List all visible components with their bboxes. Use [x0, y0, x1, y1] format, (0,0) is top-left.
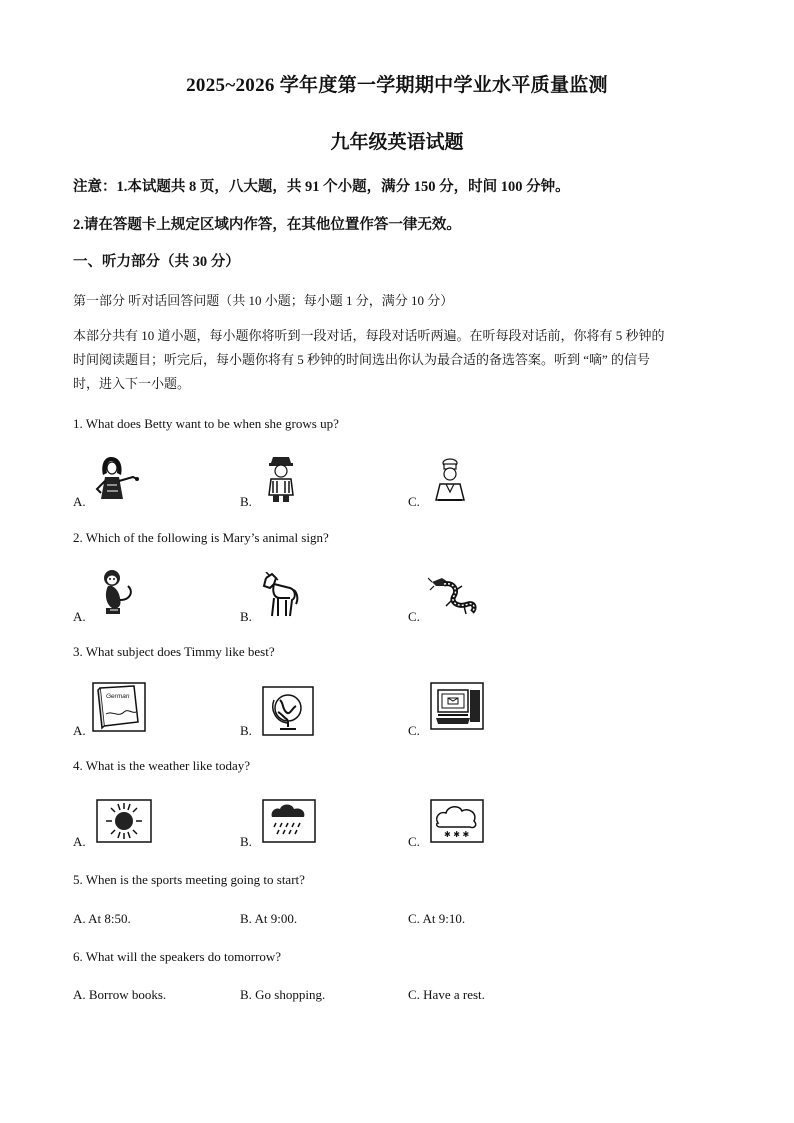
instructions-line-3: 时，进入下一小题。	[73, 376, 191, 391]
q4-option-a-label: A.	[73, 834, 86, 849]
globe-icon	[262, 686, 314, 736]
question-2-text: 2. Which of the following is Mary’s animal sign?	[73, 530, 329, 545]
instructions	[73, 324, 723, 396]
rainy-icon	[262, 799, 316, 843]
question-4-text: 4. What is the weather like today?	[73, 758, 251, 773]
q4-option-b-label: B.	[240, 834, 252, 849]
book-cover-title: German	[106, 693, 130, 700]
question-3-text: 3. What subject does Timmy like best?	[73, 644, 275, 659]
instructions-line-1: 本部分共有 10 道小题，每小题你将听到一段对话，每段对话听两遍。在听每段对话前，你将有 5 秒钟的	[73, 328, 665, 343]
sunny-icon	[96, 799, 152, 843]
q1-option-c-label: C.	[408, 494, 420, 509]
horse-icon	[260, 572, 300, 618]
german-book-icon	[92, 682, 146, 732]
q1-option-b-label: B.	[240, 494, 252, 509]
question-6-text: 6. What will the speakers do tomorrow?	[73, 949, 282, 964]
notice-line-1: 注意：1.本试题共 8 页，八大题，共 91 个小题，满分 150 分，时间 100 分钟。	[73, 179, 570, 195]
policeman-icon	[263, 455, 299, 503]
cook-icon	[432, 458, 468, 504]
exam-subtitle: 九年级英语试题	[330, 132, 464, 153]
dragon-icon	[428, 572, 480, 618]
q5-option-b: B. At 9:00.	[240, 911, 298, 926]
q4-option-c-label: C.	[408, 834, 420, 849]
q2-option-c-label: C.	[408, 609, 420, 624]
q3-option-a-label: A.	[73, 723, 86, 738]
q3-option-c-label: C.	[408, 723, 420, 738]
q6-option-a: A. Borrow books.	[73, 987, 167, 1002]
notice-line-2: 2.请在答题卡上规定区域内作答，在其他位置作答一律无效。	[73, 217, 461, 233]
q6-option-b: B. Go shopping.	[240, 987, 326, 1002]
q5-option-a: A. At 8:50.	[73, 911, 131, 926]
singer-woman-icon	[93, 453, 145, 503]
section-title: 一、听力部分（共 30 分）	[73, 254, 240, 270]
q5-option-c: C. At 9:10.	[408, 911, 466, 926]
snowy-icon	[430, 799, 484, 843]
q3-option-b-label: B.	[240, 723, 252, 738]
q1-option-a-label: A.	[73, 494, 86, 509]
instructions-line-2: 时间阅读题目；听完后，每小题你将有 5 秒钟的时间选出你认为最合适的备选答案。听到 “嘀” 的信号	[73, 352, 651, 367]
monkey-icon	[98, 568, 140, 616]
q2-option-a-label: A.	[73, 609, 86, 624]
question-1-text: 1. What does Betty want to be when she grows up?	[73, 416, 339, 431]
svg-text:✱ ✱ ✱: ✱ ✱ ✱	[444, 830, 470, 839]
computer-icon	[430, 682, 484, 732]
question-5-text: 5. When is the sports meeting going to start?	[73, 872, 305, 887]
part-title: 第一部分 听对话回答问题（共 10 小题；每小题 1 分，满分 10 分）	[73, 293, 454, 308]
exam-title: 2025~2026 学年度第一学期期中学业水平质量监测	[186, 75, 608, 96]
q6-option-c: C. Have a rest.	[408, 987, 485, 1002]
q2-option-b-label: B.	[240, 609, 252, 624]
